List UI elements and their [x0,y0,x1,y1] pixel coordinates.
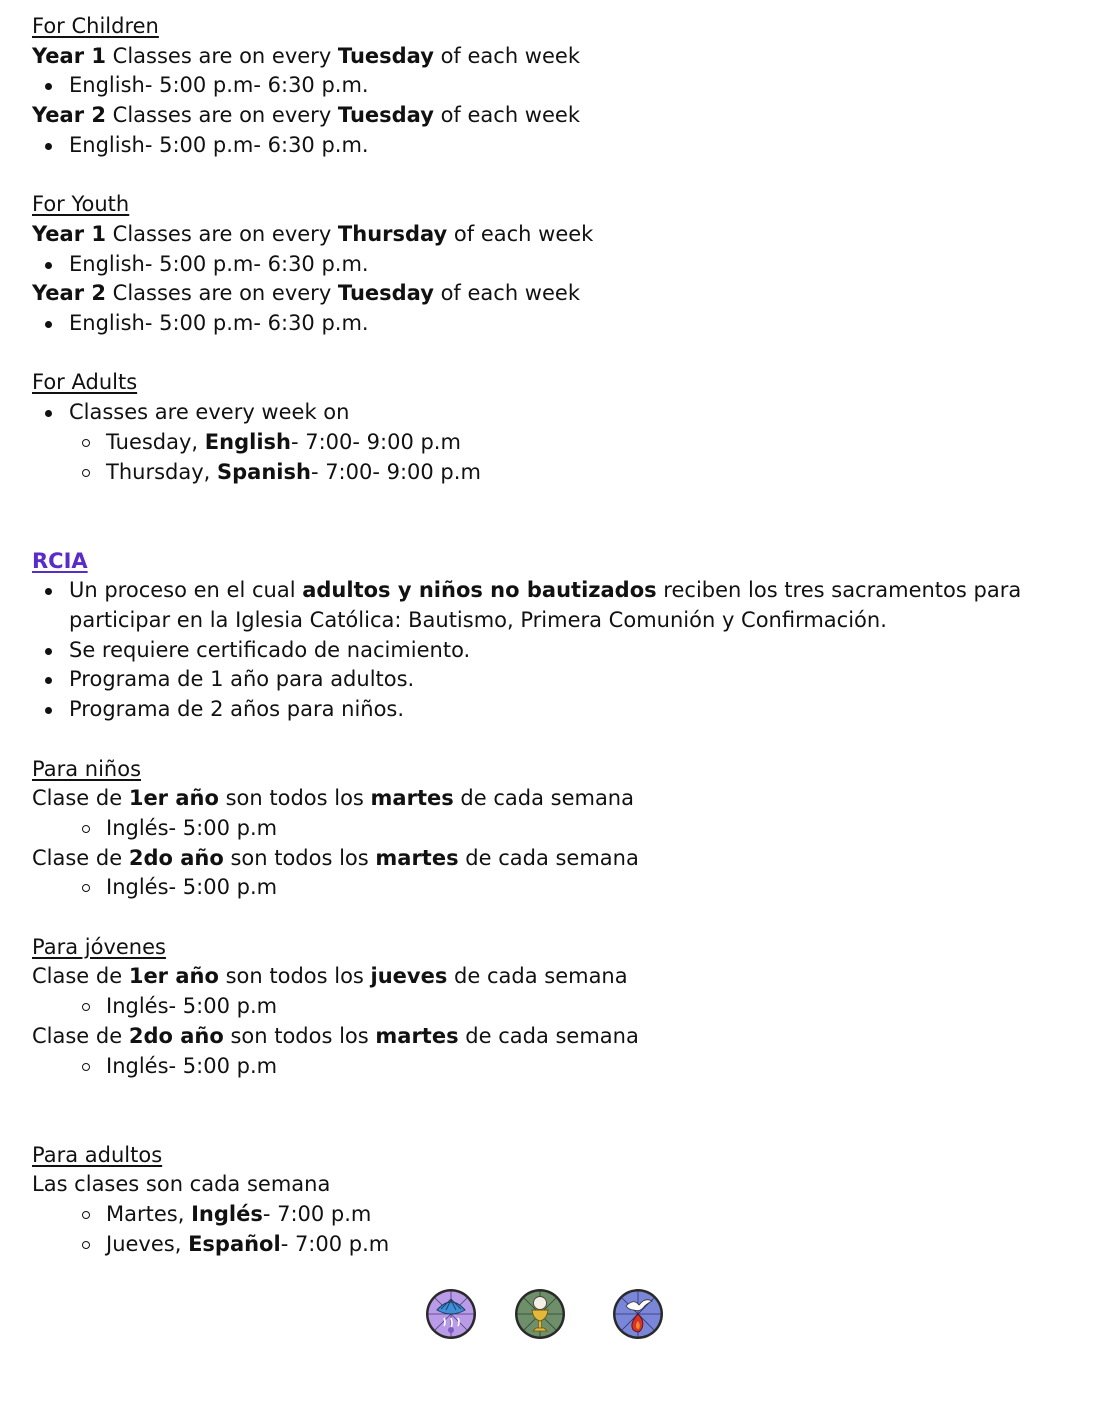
list-item: Un proceso en el cual adultos y niños no bautizados reciben los tres sacramentos para participar en la Iglesia Católica: Bautismo, Primera Comunión y Confirmación. [32,576,1072,635]
children-year1-line: Year 1 Classes are on every Tuesday of each week [32,43,580,68]
section-heading-children: For Children [32,14,159,38]
list-item: Thursday, Spanish- 7:00- 9:00 p.m [32,458,1072,488]
children-year2-line: Year 2 Classes are on every Tuesday of each week [32,103,580,128]
list-item: Programa de 1 año para adultos. [32,665,1072,695]
list-item: Se requiere certificado de nacimiento. [32,636,1072,666]
baptism-icon [425,1288,477,1340]
adultos-intro: Las clases son cada semana [32,1172,331,1197]
list-item: Inglés- 5:00 p.m [32,1052,1072,1082]
document-body [32,12,1072,1259]
section-heading-adults: For Adults [32,370,138,395]
jovenes-class2-line: Clase de 2do año son todos los martes de cada semana [32,1023,639,1048]
list-item: English- 5:00 p.m- 6:30 p.m. [32,71,1072,101]
list-item: Inglés- 5:00 p.m [32,814,1072,844]
section-heading-ninos: Para niños [32,756,142,781]
youth-year1-line: Year 1 Classes are on every Thursday of each week [32,221,594,246]
list-item: Inglés- 5:00 p.m [32,992,1072,1022]
list-item: Inglés- 5:00 p.m [32,873,1072,903]
list-item: Jueves, Español- 7:00 p.m [32,1230,1072,1260]
section-heading-youth: For Youth [32,192,130,217]
ninos-class2-line: Clase de 2do año son todos los martes de cada semana [32,845,639,870]
youth-year2-line: Year 2 Classes are on every Tuesday of each week [32,281,580,306]
rcia-link[interactable]: RCIA [32,548,88,573]
list-item: Classes are every week on [32,398,1072,428]
list-item: English- 5:00 p.m- 6:30 p.m. [32,131,1072,161]
list-item: Martes, Inglés- 7:00 p.m [32,1200,1072,1230]
section-heading-adultos: Para adultos [32,1142,163,1167]
jovenes-class1-line: Clase de 1er año son todos los jueves de cada semana [32,964,628,989]
confirmation-icon [612,1288,664,1340]
list-item: Tuesday, English- 7:00- 9:00 p.m [32,428,1072,458]
eucharist-icon [514,1288,566,1340]
list-item: Programa de 2 años para niños. [32,695,1072,725]
list-item: English- 5:00 p.m- 6:30 p.m. [32,309,1072,339]
ninos-class1-line: Clase de 1er año son todos los martes de cada semana [32,786,634,811]
list-item: English- 5:00 p.m- 6:30 p.m. [32,250,1072,280]
sacrament-icons [0,1288,1100,1342]
section-heading-jovenes: Para jóvenes [32,934,166,959]
